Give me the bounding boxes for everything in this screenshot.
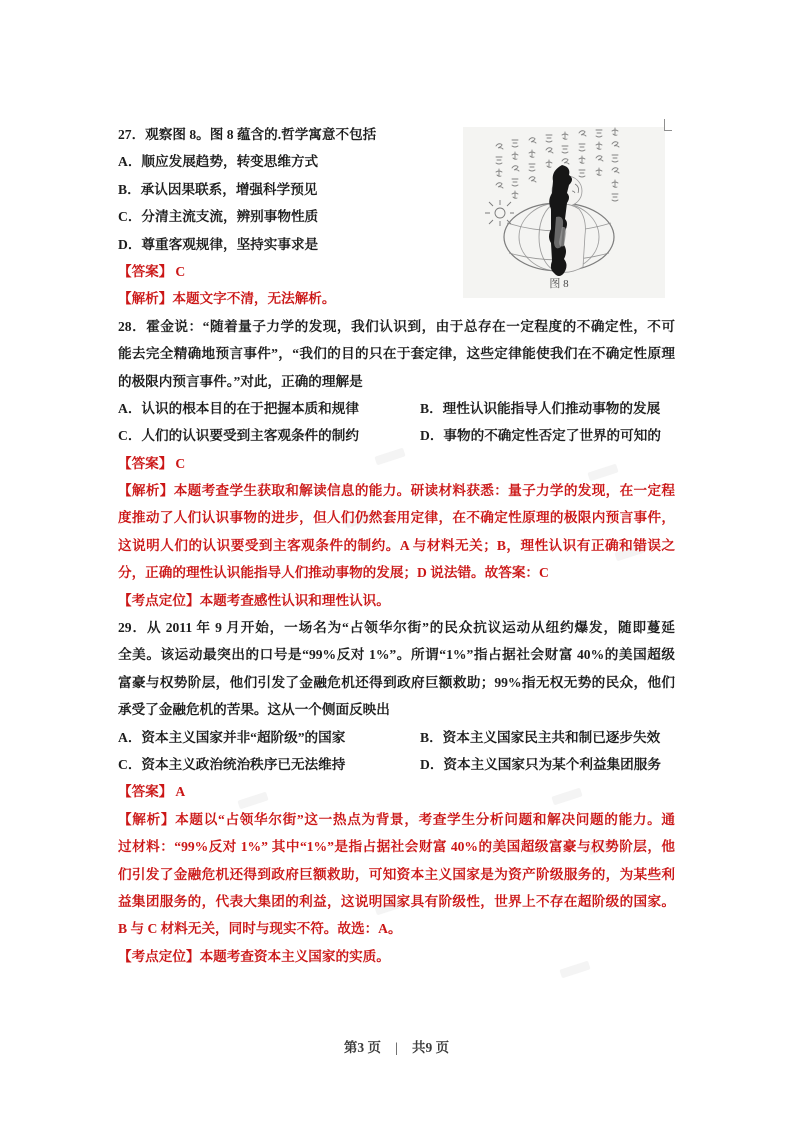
footer-page-number: 第3 页 xyxy=(343,1040,381,1055)
question-29-option-d: D．资本主义国家只为某个利益集团服务 xyxy=(420,756,661,772)
question-28-option-b: B．理性认识能指导人们推动事物的发展 xyxy=(420,400,661,416)
question-29-stem-line-3: 富豪与权势阶层，他们引发了金融危机还得到政府巨额救助；99%指无权无势的民众，他们 xyxy=(118,674,675,690)
question-28-answer-line xyxy=(118,450,675,477)
question-27-answer-line xyxy=(118,258,675,285)
answer-value: C xyxy=(175,263,186,279)
question-29-analysis-line-1 xyxy=(118,806,675,833)
question-28-stem-line-1: 28．霍金说：“随着量子力学的发现，我们认识到，由于总存在一定程度的不确定性，不可 xyxy=(118,318,675,334)
focus-label: 【考点定位】 xyxy=(118,592,200,608)
answer-label: 【答案】 xyxy=(118,784,173,800)
question-28-analysis-line-1 xyxy=(118,477,675,504)
page-footer xyxy=(0,1036,793,1056)
question-28-option-c: C．人们的认识要受到主客观条件的制约 xyxy=(118,428,359,444)
question-28-analysis-line-4: 分，正确的理性认识能指导人们推动事物的发展；D 说法错。故答案：C xyxy=(118,565,549,581)
question-29-analysis-line-4: 益集团服务的，代表大集团的利益，这说明国家具有阶级性，世界上不存在超阶级的国家。 xyxy=(118,893,675,909)
question-28-option-a: A．认识的根本目的在于把握本质和规律 xyxy=(118,400,359,416)
question-27-option-c: C．分清主流支流，辨别事物性质 xyxy=(118,209,319,225)
question-29-options-row-1 xyxy=(118,724,675,751)
analysis-text: 本题考查学生获取和解读信息的能力。研读材料获悉：量子力学的发现，在一定程 xyxy=(173,483,675,499)
analysis-label: 【解析】 xyxy=(118,483,174,499)
analysis-label: 【解析】 xyxy=(118,291,173,307)
question-27-analysis-line xyxy=(118,285,675,312)
question-29-stem-line-2: 全美。该运动最突出的口号是“99%反对 1%”。所谓“1%”指占据社会财富 40%的美国超级 xyxy=(118,647,675,663)
question-28-stem-line-2: 能去完全精确地预言事件”，“我们的目的只在于套定律，这些定律能使我们在不确定性原理 xyxy=(118,346,675,362)
question-29-stem-line-4: 承受了金融危机的苦果。这从一个侧面反映出 xyxy=(118,702,390,718)
footer-divider: | xyxy=(395,1040,398,1055)
question-28-options-row-1 xyxy=(118,395,675,422)
question-29-analysis-line-2: 过材料：“99%反对 1%” 其中“1%”是指占据社会财富 40%的美国超级富豪与权势阶层，他 xyxy=(118,839,675,855)
analysis-label: 【解析】 xyxy=(118,811,176,827)
question-28-analysis-line-2: 度推动了人们认识事物的进步，但人们仍然套用定律，在不确定性原理的极限内预言事件， xyxy=(118,510,675,526)
question-28-analysis-line-3: 这说明人们的认识要受到主客观条件的制约。A 与材料无关；B，理性认识有正确和错误之 xyxy=(118,537,675,553)
question-28-options-row-2 xyxy=(118,422,675,449)
question-27-option-a: A．顺应发展趋势，转变思维方式 xyxy=(118,154,319,170)
question-27-option-d: D．尊重客观规律，坚持实事求是 xyxy=(118,236,319,252)
document-body xyxy=(118,121,675,970)
question-27-option-b: B．承认因果联系，增强科学预见 xyxy=(118,181,318,197)
analysis-text: 本题以“占领华尔街”这一热点为背景，考查学生分析问题和解决问题的能力。通 xyxy=(175,811,675,827)
question-28-focus-line xyxy=(118,587,675,614)
question-29-analysis-line-3: 们引发了金融危机还得到政府巨额救助，可知资本主义国家是为资产阶级服务的，为某些利 xyxy=(118,866,675,882)
question-29-stem-line-1: 29．从 2011 年 9 月开始，一场名为“占领华尔街”的民众抗议运动从纽约爆发，随即蔓延 xyxy=(118,620,675,636)
question-29-option-b: B．资本主义国家民主共和制已逐步失效 xyxy=(420,729,661,745)
question-29-option-a: A．资本主义国家并非“超阶级”的国家 xyxy=(118,729,346,745)
question-29-focus-line xyxy=(118,943,675,970)
answer-label: 【答案】 xyxy=(118,455,173,471)
question-28-option-d: D．事物的不确定性否定了世界的可知的 xyxy=(420,428,661,444)
focus-text: 本题考查资本主义国家的实质。 xyxy=(199,948,390,964)
question-29-analysis-line-5: B 与 C 材料无关，同时与现实不符。故选：A。 xyxy=(118,921,402,937)
answer-label: 【答案】 xyxy=(118,263,173,279)
footer-total-pages: 共9 页 xyxy=(411,1040,450,1055)
focus-text: 本题考查感性认识和理性认识。 xyxy=(199,592,390,608)
answer-value: A xyxy=(175,784,186,800)
figure-caption: 图 8 xyxy=(549,278,569,290)
analysis-text: 本题文字不清，无法解析。 xyxy=(172,291,336,307)
question-29-answer-line xyxy=(118,778,675,805)
answer-value: C xyxy=(175,455,186,471)
question-29-options-row-2 xyxy=(118,751,675,778)
question-29-option-c: C．资本主义政治统治秩序已无法维持 xyxy=(118,756,346,772)
question-27-stem: 27．观察图 8。图 8 蕴含的.哲学寓意不包括 xyxy=(118,127,377,142)
question-28-stem-line-3: 的极限内预言事件。”对此，正确的理解是 xyxy=(118,373,363,389)
focus-label: 【考点定位】 xyxy=(118,948,200,964)
